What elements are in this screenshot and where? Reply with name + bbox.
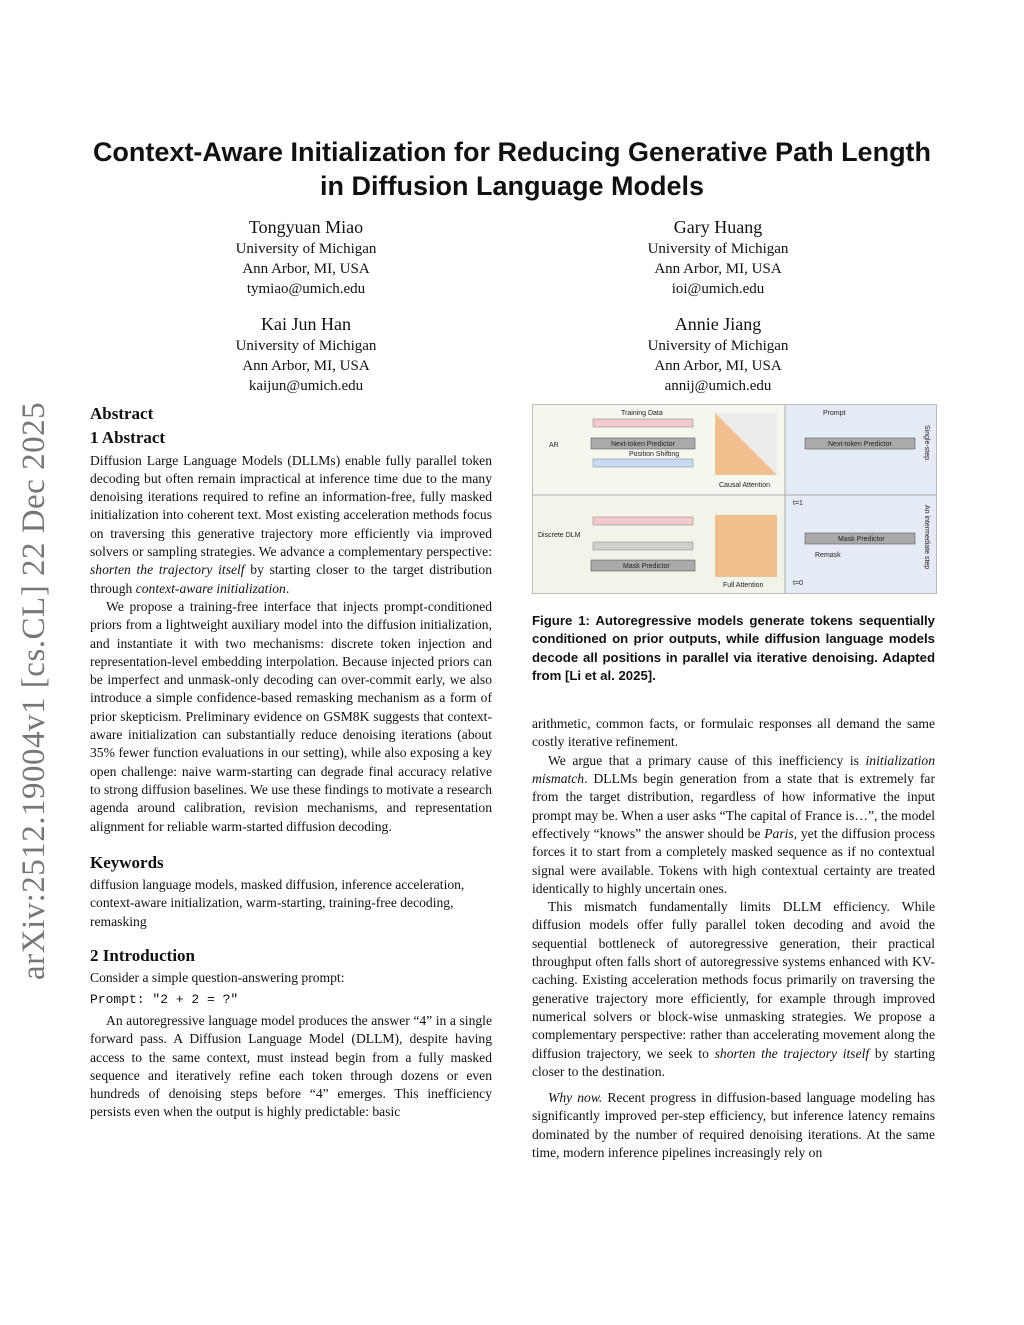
intro-paragraph: An autoregressive language model produces the answer “4” in a single forward pass. A Diffusion Language Model (DLLM), despite having access to the same context, must instead begin from a fully masked sequence and iteratively refine each token through dozens or even hundreds of denoising steps before “4” emerges. This inefficiency persists even when the output is highly predictable: basic xyxy=(90,1012,492,1120)
label-next-token-predictor: Next-token Predictor xyxy=(611,441,675,448)
paragraph-lead: Why now. xyxy=(548,1090,603,1106)
figure-1-caption: Figure 1: Autoregressive models generate tokens sequentially conditioned on prior outputs, while diffusion language models decode all positions in parallel via iterative denoising. Adapted from [Li et al. 2025]. xyxy=(532,613,935,683)
section-2-heading: 2 Introduction xyxy=(90,946,196,966)
abstract-paragraph: We propose a training-free interface that injects prompt-conditioned priors from a lightweight auxiliary model into the diffusion initialization, and instantiate it with two mechanisms: discrete token injection and representation-level embedding interpolation. Because injected priors can be imperfect and unmask-only decoding can over-commit early, we also introduce a simple confidence-based remasking mechanism as a form of prior skepticism. Preliminary evidence on GSM8K suggests that context-aware initialization can substantially reduce denoising iterations (about 35% fewer function evaluations in our setting), while also exposing a key open challenge: naive warm-starting can degrade final accuracy relative to strong diffusion baselines. We use these findings to motivate a research agenda around calibration, revision mechanisms, and representation alignment for reliable warm-started diffusion decoding. xyxy=(90,598,492,834)
emphasis: context-aware initialization xyxy=(135,580,286,596)
author-location: Ann Arbor, MI, USA xyxy=(654,358,782,374)
label-mask-predictor-inference: Mask Predictor xyxy=(838,536,885,543)
prompt-example: Prompt: "2 + 2 = ?" xyxy=(90,991,239,1007)
intro-paragraph: Consider a simple question-answering prompt: xyxy=(90,970,345,986)
text-run: Recent progress in diffusion-based language modeling has significantly improved per-step efficiency, but inference latency remains dominated by the number of required denoising iterations. At the same time, modern inference pipelines increasingly rely on xyxy=(532,1090,935,1161)
paper-title: Context-Aware Initialization for Reducing Generative Path Length in Diffusion Language Models xyxy=(92,137,932,201)
figure-1 xyxy=(532,404,937,594)
left-column xyxy=(90,405,492,1122)
keywords-list: diffusion language models, masked diffusion, inference acceleration, context-aware initialization, warm-starting, training-free decoding, remasking xyxy=(90,877,465,929)
text-run: by starting closer to the destination. xyxy=(532,1045,935,1079)
row-label-ar: AR xyxy=(549,442,559,449)
body-paragraph: arithmetic, common facts, or formulaic responses all demand the same costly iterative refinement. xyxy=(532,716,935,750)
keywords-heading: Keywords xyxy=(90,852,164,872)
author-affiliation: University of Michigan xyxy=(235,338,377,354)
author-block xyxy=(588,312,848,396)
author-email: ioi@umich.edu xyxy=(671,281,765,297)
author-block xyxy=(588,215,848,299)
author-location: Ann Arbor, MI, USA xyxy=(242,261,370,277)
label-intermediate-step: An intermediate step xyxy=(923,505,930,570)
author-location: Ann Arbor, MI, USA xyxy=(654,261,782,277)
text-run: , yet the diffusion process forces it to start from a completely masked sequence as if no contextual signal were available. Tokens with high contextual certainty are treated identically to highly uncertain ones. xyxy=(532,825,935,896)
author-name: Gary Huang xyxy=(673,217,763,237)
label-single-step: Single-step xyxy=(923,425,930,461)
full-attention-matrix xyxy=(715,515,777,577)
label-prompt: Prompt xyxy=(823,410,846,417)
figure-1-diagram xyxy=(533,405,936,593)
emphasis: Paris xyxy=(764,825,794,841)
emphasis: shorten the trajectory itself xyxy=(714,1045,870,1061)
causal-attention-matrix xyxy=(715,413,777,475)
author-block xyxy=(176,215,436,299)
text-run: . DLLMs begin generation from a state that is extremely far from the target distribution, regardless of how informative the input prompt may be. When a user asks “The capital of France is…”, the model effectively “knows” the answer should be xyxy=(532,771,935,841)
author-name: Kai Jun Han xyxy=(261,314,351,334)
author-affiliation: University of Michigan xyxy=(647,338,789,354)
author-block xyxy=(176,312,436,396)
author-email: kaijun@umich.edu xyxy=(248,378,364,394)
body-paragraph xyxy=(532,752,935,898)
abstract-paragraph xyxy=(90,452,492,598)
abstract-heading: Abstract xyxy=(90,404,154,423)
label-full-attention: Full Attention xyxy=(723,582,764,589)
label-position-shifting: Position Shifting xyxy=(629,451,680,458)
label-causal-attention: Causal Attention xyxy=(719,482,770,489)
label-remask: Remask xyxy=(815,552,841,559)
body-paragraph xyxy=(532,1089,935,1162)
arxiv-identifier: arXiv:2512.19004v1 [cs.CL] 22 Dec 2025 xyxy=(16,401,52,980)
author-name: Tongyuan Miao xyxy=(248,217,364,237)
label-t0: t=0 xyxy=(793,580,803,587)
row-label-dlm: Discrete DLM xyxy=(538,532,581,539)
text-run: This mismatch fundamentally limits DLLM efficiency. While diffusion models offer fully parallel token decoding and avoid the sequential bottleneck of autoregressive generation, their practical throughput often falls short of autoregressive systems enhanced with KV-caching. Existing acceleration methods focus primarily on traversing the generative trajectory more efficiently, for example through improved numerical solvers or block-wise unmasking strategies. We propose a complementary perspective: rather than accelerating movement along the diffusion trajectory, we seek to xyxy=(532,899,935,1061)
right-column xyxy=(532,612,935,1162)
text-run: by starting closer to the target distribution through xyxy=(90,562,492,596)
author-email: tymiao@umich.edu xyxy=(246,281,366,297)
emphasis: initialization mismatch xyxy=(532,752,935,787)
text-run: Diffusion Large Language Models (DLLMs) enable fully parallel token decoding but often remain impractical at inference time due to the many denoising iterations required to refine an information-free, fully masked initialization into coherent text. Most existing acceleration methods focus on traversing this generative trajectory more efficiently via improved solvers or sampling strategies. We advance a complementary perspective: xyxy=(90,452,492,560)
section-1-heading: 1 Abstract xyxy=(90,428,166,448)
emphasis: shorten the trajectory itself xyxy=(90,562,245,578)
author-location: Ann Arbor, MI, USA xyxy=(242,358,370,374)
author-email: annij@umich.edu xyxy=(664,378,772,394)
text-run: . xyxy=(285,580,290,596)
label-training-data: Training Data xyxy=(621,410,663,417)
author-name: Annie Jiang xyxy=(674,314,762,334)
label-mask-predictor: Mask Predictor xyxy=(623,563,670,570)
label-next-token-predictor-inference: Next-token Predictor xyxy=(828,441,892,448)
text-run: We argue that a primary cause of this inefficiency is xyxy=(548,752,866,768)
author-affiliation: University of Michigan xyxy=(235,241,377,257)
label-t1: t=1 xyxy=(793,500,803,507)
body-paragraph xyxy=(532,898,935,1081)
author-affiliation: University of Michigan xyxy=(647,241,789,257)
